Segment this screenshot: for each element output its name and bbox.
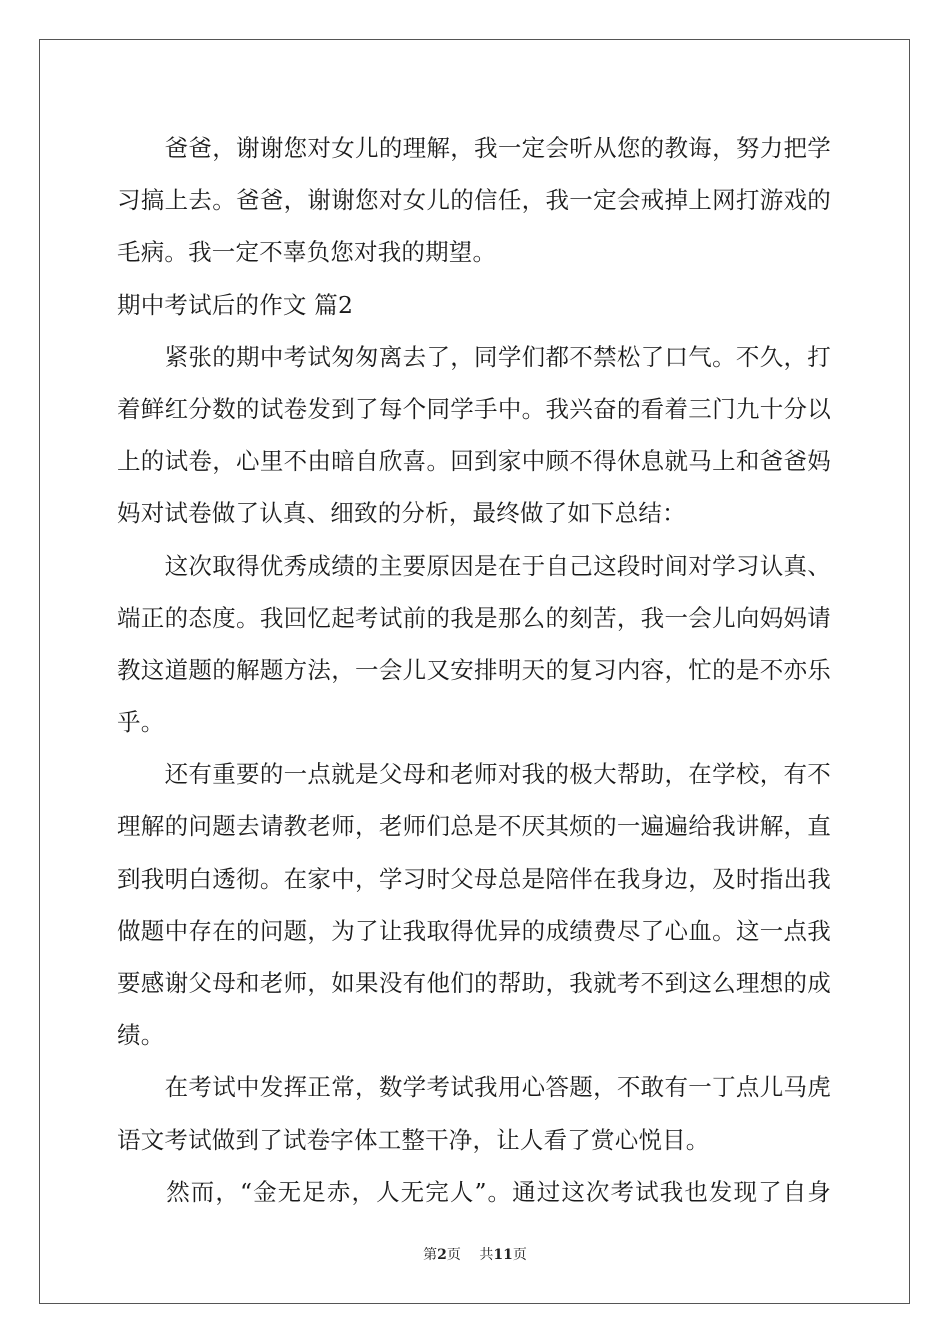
text-line: 期中考试后的作文 篇2 xyxy=(117,290,354,319)
text-line: 理解的问题去请教老师，老师们总是不厌其烦的一遍遍给我讲解，直 xyxy=(117,812,831,841)
footer-page-number: 2 xyxy=(437,1247,447,1263)
text-line: 教这道题的解题方法，一会儿又安排明天的复习内容，忙的是不亦乐 xyxy=(117,655,831,684)
text-line: 着鲜红分数的试卷发到了每个同学手中。我兴奋的看着三门九十分以 xyxy=(117,394,831,423)
text-line: 乎。 xyxy=(117,708,165,737)
text-line: 习搞上去。爸爸，谢谢您对女儿的信任，我一定会戒掉上网打游戏的 xyxy=(117,186,831,215)
text-line: 语文考试做到了试卷字体工整干净，让人看了赏心悦目。 xyxy=(117,1125,710,1154)
text-line: 然而，“金无足赤，人无完人”。通过这次考试我也发现了自身 xyxy=(117,1177,831,1206)
document-body xyxy=(117,122,831,1218)
page-footer xyxy=(0,1244,950,1264)
text-line: 上的试卷，心里不由暗自欣喜。回到家中顾不得休息就马上和爸爸妈 xyxy=(117,447,831,476)
footer-suffix: 页 xyxy=(512,1247,527,1263)
text-line: 妈对试卷做了认真、细致的分析，最终做了如下总结： xyxy=(117,499,686,528)
text-line: 在考试中发挥正常，数学考试我用心答题，不敢有一丁点儿马虎 xyxy=(117,1073,831,1102)
text-line: 到我明白透彻。在家中，学习时父母总是陪伴在我身边，及时指出我 xyxy=(117,864,831,893)
text-line: 做题中存在的问题，为了让我取得优异的成绩费尽了心血。这一点我 xyxy=(117,916,831,945)
text-line: 这次取得优秀成绩的主要原因是在于自己这段时间对学习认真、 xyxy=(117,551,831,580)
footer-prefix: 第 xyxy=(423,1247,438,1263)
text-line: 端正的态度。我回忆起考试前的我是那么的刻苦，我一会儿向妈妈请 xyxy=(117,603,831,632)
footer-total-pages: 11 xyxy=(493,1247,513,1263)
text-line: 还有重要的一点就是父母和老师对我的极大帮助，在学校，有不 xyxy=(117,760,831,789)
text-line: 要感谢父母和老师，如果没有他们的帮助，我就考不到这么理想的成 xyxy=(117,969,831,997)
footer-mid: 页 共 xyxy=(446,1247,494,1263)
text-line: 紧张的期中考试匆匆离去了，同学们都不禁松了口气。不久，打 xyxy=(117,342,831,371)
text-line: 毛病。我一定不辜负您对我的期望。 xyxy=(117,238,497,267)
text-line: 爸爸，谢谢您对女儿的理解，我一定会听从您的教诲，努力把学 xyxy=(117,134,831,162)
text-line: 绩。 xyxy=(117,1021,165,1050)
